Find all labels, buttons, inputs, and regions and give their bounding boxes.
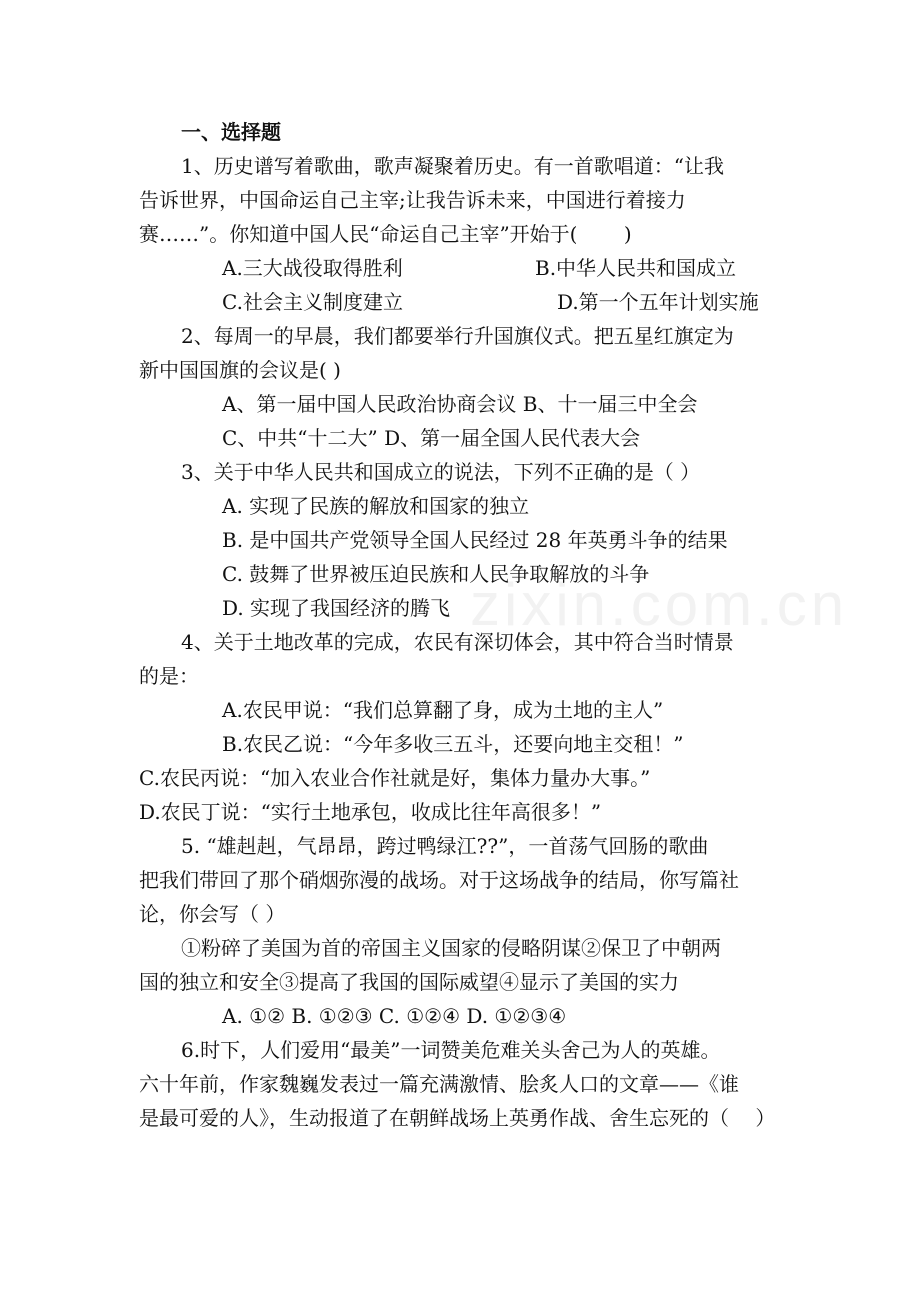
question-6-line-1: 6.时下，人们爱用“最美”一词赞美危难关头舍己为人的英雄。 xyxy=(181,1038,721,1062)
question-6-line-3: 是最可爱的人》，生动报道了在朝鲜战场上英勇作战、舍生忘死的（ ） xyxy=(139,1106,776,1130)
question-1-option-c: C.社会主义制度建立 xyxy=(222,290,403,314)
question-1-option-a: A.三大战役取得胜利 xyxy=(222,256,403,280)
question-3-option-d: D. 实现了我国经济的腾飞 xyxy=(222,596,451,620)
question-5-line-2: 把我们带回了那个硝烟弥漫的战场。对于这场战争的结局，你写篇社 xyxy=(139,868,739,892)
question-6-line-2: 六十年前，作家魏巍发表过一篇充满激情、脍炙人口的文章——《谁 xyxy=(139,1072,739,1096)
question-4-line-1: 4、关于土地改革的完成，农民有深切体会，其中符合当时情景 xyxy=(181,630,734,654)
question-3-stem: 3、关于中华人民共和国成立的说法，下列不正确的是（ ） xyxy=(181,460,701,484)
question-1-line-3: 赛……”。你知道中国人民“命运自己主宰”开始于( ) xyxy=(139,222,632,246)
question-2-options-cd: C、中共“十二大” D、第一届全国人民代表大会 xyxy=(222,426,641,450)
question-3-option-c: C. 鼓舞了世界被压迫民族和人民争取解放的斗争 xyxy=(222,562,650,586)
question-2-line-1: 2、每周一的早晨，我们都要举行升国旗仪式。把五星红旗定为 xyxy=(181,324,734,348)
question-4-option-d: D.农民丁说：“实行土地承包，收成比往年高很多！” xyxy=(139,800,602,824)
question-5-line-3: 论，你会写（ ） xyxy=(139,902,286,926)
question-3-option-a: A. 实现了民族的解放和国家的独立 xyxy=(222,494,530,518)
question-4-line-2: 的是： xyxy=(139,664,199,688)
question-2-options-ab: A、第一届中国人民政治协商会议 B、十一届三中全会 xyxy=(222,392,698,416)
question-5-line-1: 5. “雄赳赳，气昂昂，跨过鸭绿江??”，一首荡气回肠的歌曲 xyxy=(181,834,709,858)
question-5-statements-2: 国的独立和安全③提高了我国的国际威望④显示了美国的实力 xyxy=(139,970,679,994)
question-5-options: A. ①② B. ①②③ C. ①②④ D. ①②③④ xyxy=(222,1004,567,1028)
question-1-option-d: D.第一个五年计划实施 xyxy=(557,290,759,314)
question-5-statements-1: ①粉碎了美国为首的帝国主义国家的侵略阴谋②保卫了中朝两 xyxy=(181,936,721,960)
watermark: zixin.com.cn xyxy=(470,571,849,638)
question-3-option-b: B. 是中国共产党领导全国人民经过 28 年英勇斗争的结果 xyxy=(222,528,728,552)
question-1-line-1: 1、历史谱写着歌曲，歌声凝聚着历史。有一首歌唱道：“让我 xyxy=(181,154,724,178)
question-4-option-a: A.农民甲说：“我们总算翻了身，成为土地的主人” xyxy=(222,698,664,722)
question-1-option-b: B.中华人民共和国成立 xyxy=(535,256,737,280)
question-4-option-c: C.农民丙说：“加入农业合作社就是好，集体力量办大事。” xyxy=(139,766,651,790)
section-title: 一、选择题 xyxy=(181,120,281,144)
question-2-line-2: 新中国国旗的会议是( ) xyxy=(139,358,341,382)
question-4-option-b: B.农民乙说：“今年多收三五斗，还要向地主交租！” xyxy=(222,732,684,756)
question-1-line-2: 告诉世界，中国命运自己主宰;让我告诉未来，中国进行着接力 xyxy=(139,188,686,212)
